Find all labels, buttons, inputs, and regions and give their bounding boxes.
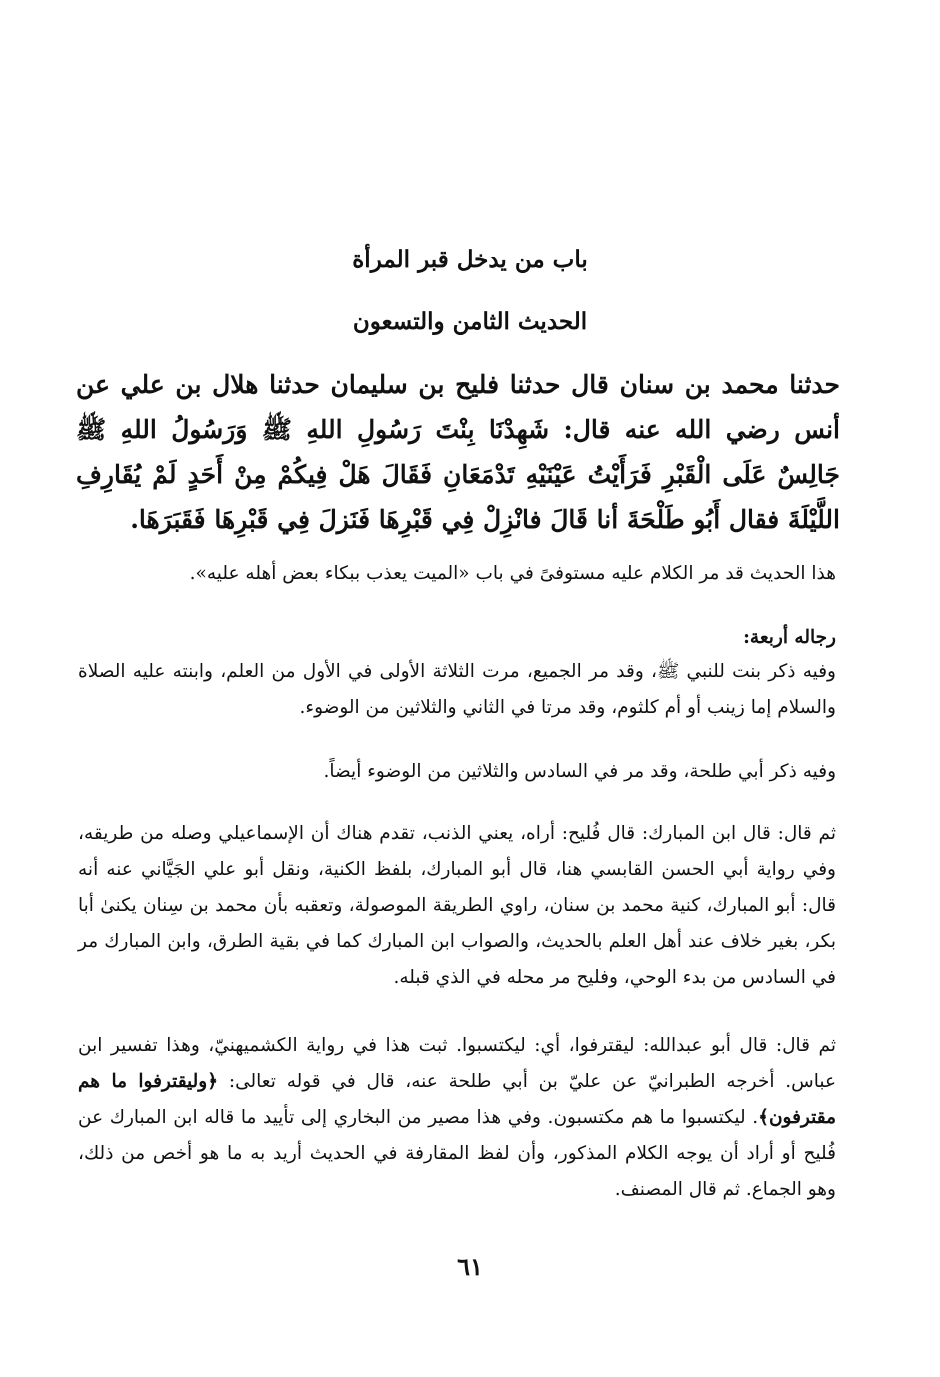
commentary-paragraph-1: هذا الحديث قد مر الكلام عليه مستوفىً في باب «الميت يعذب ببكاء بعض أهله عليه». bbox=[189, 563, 836, 584]
hadith-text-block bbox=[76, 362, 840, 542]
commentary-paragraph-4: ثم قال: قال ابن المبارك: قال فُليح: أراه، يعني الذنب، تقدم هناك أن الإسماعيلي وصله من طريقه، وفي رواية أبي الحسن القابسي هنا، قال أبو المبارك، بلفظ الكنية، ونقل أبو علي الجَيَّاني عنه أنه قال: أبو المبارك، كنية محمد بن سنان، راوي الطريقة الموصولة، وتعقبه بأن محمد بن سِنان يكنىٰ أبا بكر، بغير خلاف عند أهل العلم بالحديث، والصواب ابن المبارك كما في بقية الطرق، وابن المبارك مر في السادس من بدء الوحي، وفليح مر محله في الذي قبله. bbox=[78, 823, 836, 988]
commentary-paragraph-5 bbox=[78, 1028, 836, 1208]
paragraph-5-end: . ليكتسبوا ما هم مكتسبون. وفي هذا مصير من البخاري إلى تأييد ما قاله ابن المبارك عن فُليح أو أراد أن يوجه الكلام المذكور، وأن لفظ المقارفة في الحديث أريد به ما هو أخص من ذلك، وهو الجماع. ثم قال المصنف. bbox=[78, 1107, 836, 1200]
page-number: ٦١ bbox=[457, 1252, 483, 1281]
hadith-heading: الحديث الثامن والتسعون bbox=[352, 308, 588, 335]
hadith-text: حدثنا محمد بن سنان قال حدثنا فليح بن سليمان حدثنا هلال بن علي عن أنس رضي الله عنه قال: شَهِدْنَا بِنْتَ رَسُولِ اللهِ ﷺ وَرَسُولُ اللهِ ﷺ جَالِسٌ عَلَى الْقَبْرِ فَرَأَيْتُ عَيْنَيْهِ تَدْمَعَانِ فَقَالَ هَلْ فِيكُمْ مِنْ أَحَدٍ لَمْ يُقَارِفِ اللَّيْلَةَ فقال أَبُو طَلْحَةَ أنا قَالَ فانْزِلْ فِي قَبْرِهَا فَنَزلَ فِي قَبْرِهَا فَقَبَرَهَا. bbox=[76, 370, 840, 534]
commentary-paragraph-3: وفيه ذكر أبي طلحة، وقد مر في السادس والثلاثين من الوضوء أيضاً. bbox=[323, 761, 836, 782]
commentary-paragraph-2: وفيه ذكر بنت للنبي ﷺ، وقد مر الجميع، مرت الثلاثة الأولى في الأول من العلم، وابنته عليه الصلاة والسلام إما زينب أو أم كلثوم، وقد مرتا في الثاني والثلاثين من الوضوء. bbox=[78, 661, 836, 718]
narrators-heading: رجاله أربعة: bbox=[743, 627, 836, 648]
quran-quote: ﴿وليقترفوا ما هم مقترفون﴾ bbox=[78, 1071, 836, 1128]
paragraph-5-start: ثم قال: قال أبو عبدالله: ليقترفوا، أي: ليكتسبوا. ثبت هذا في رواية الكشميهنيّ، وهذا تفسير ابن عباس. أخرجه الطبرانيّ عن عليّ بن أبي طلحة عنه، قال في قوله تعالى: bbox=[78, 1035, 836, 1092]
chapter-title: باب من يدخل قبر المرأة bbox=[352, 246, 588, 273]
